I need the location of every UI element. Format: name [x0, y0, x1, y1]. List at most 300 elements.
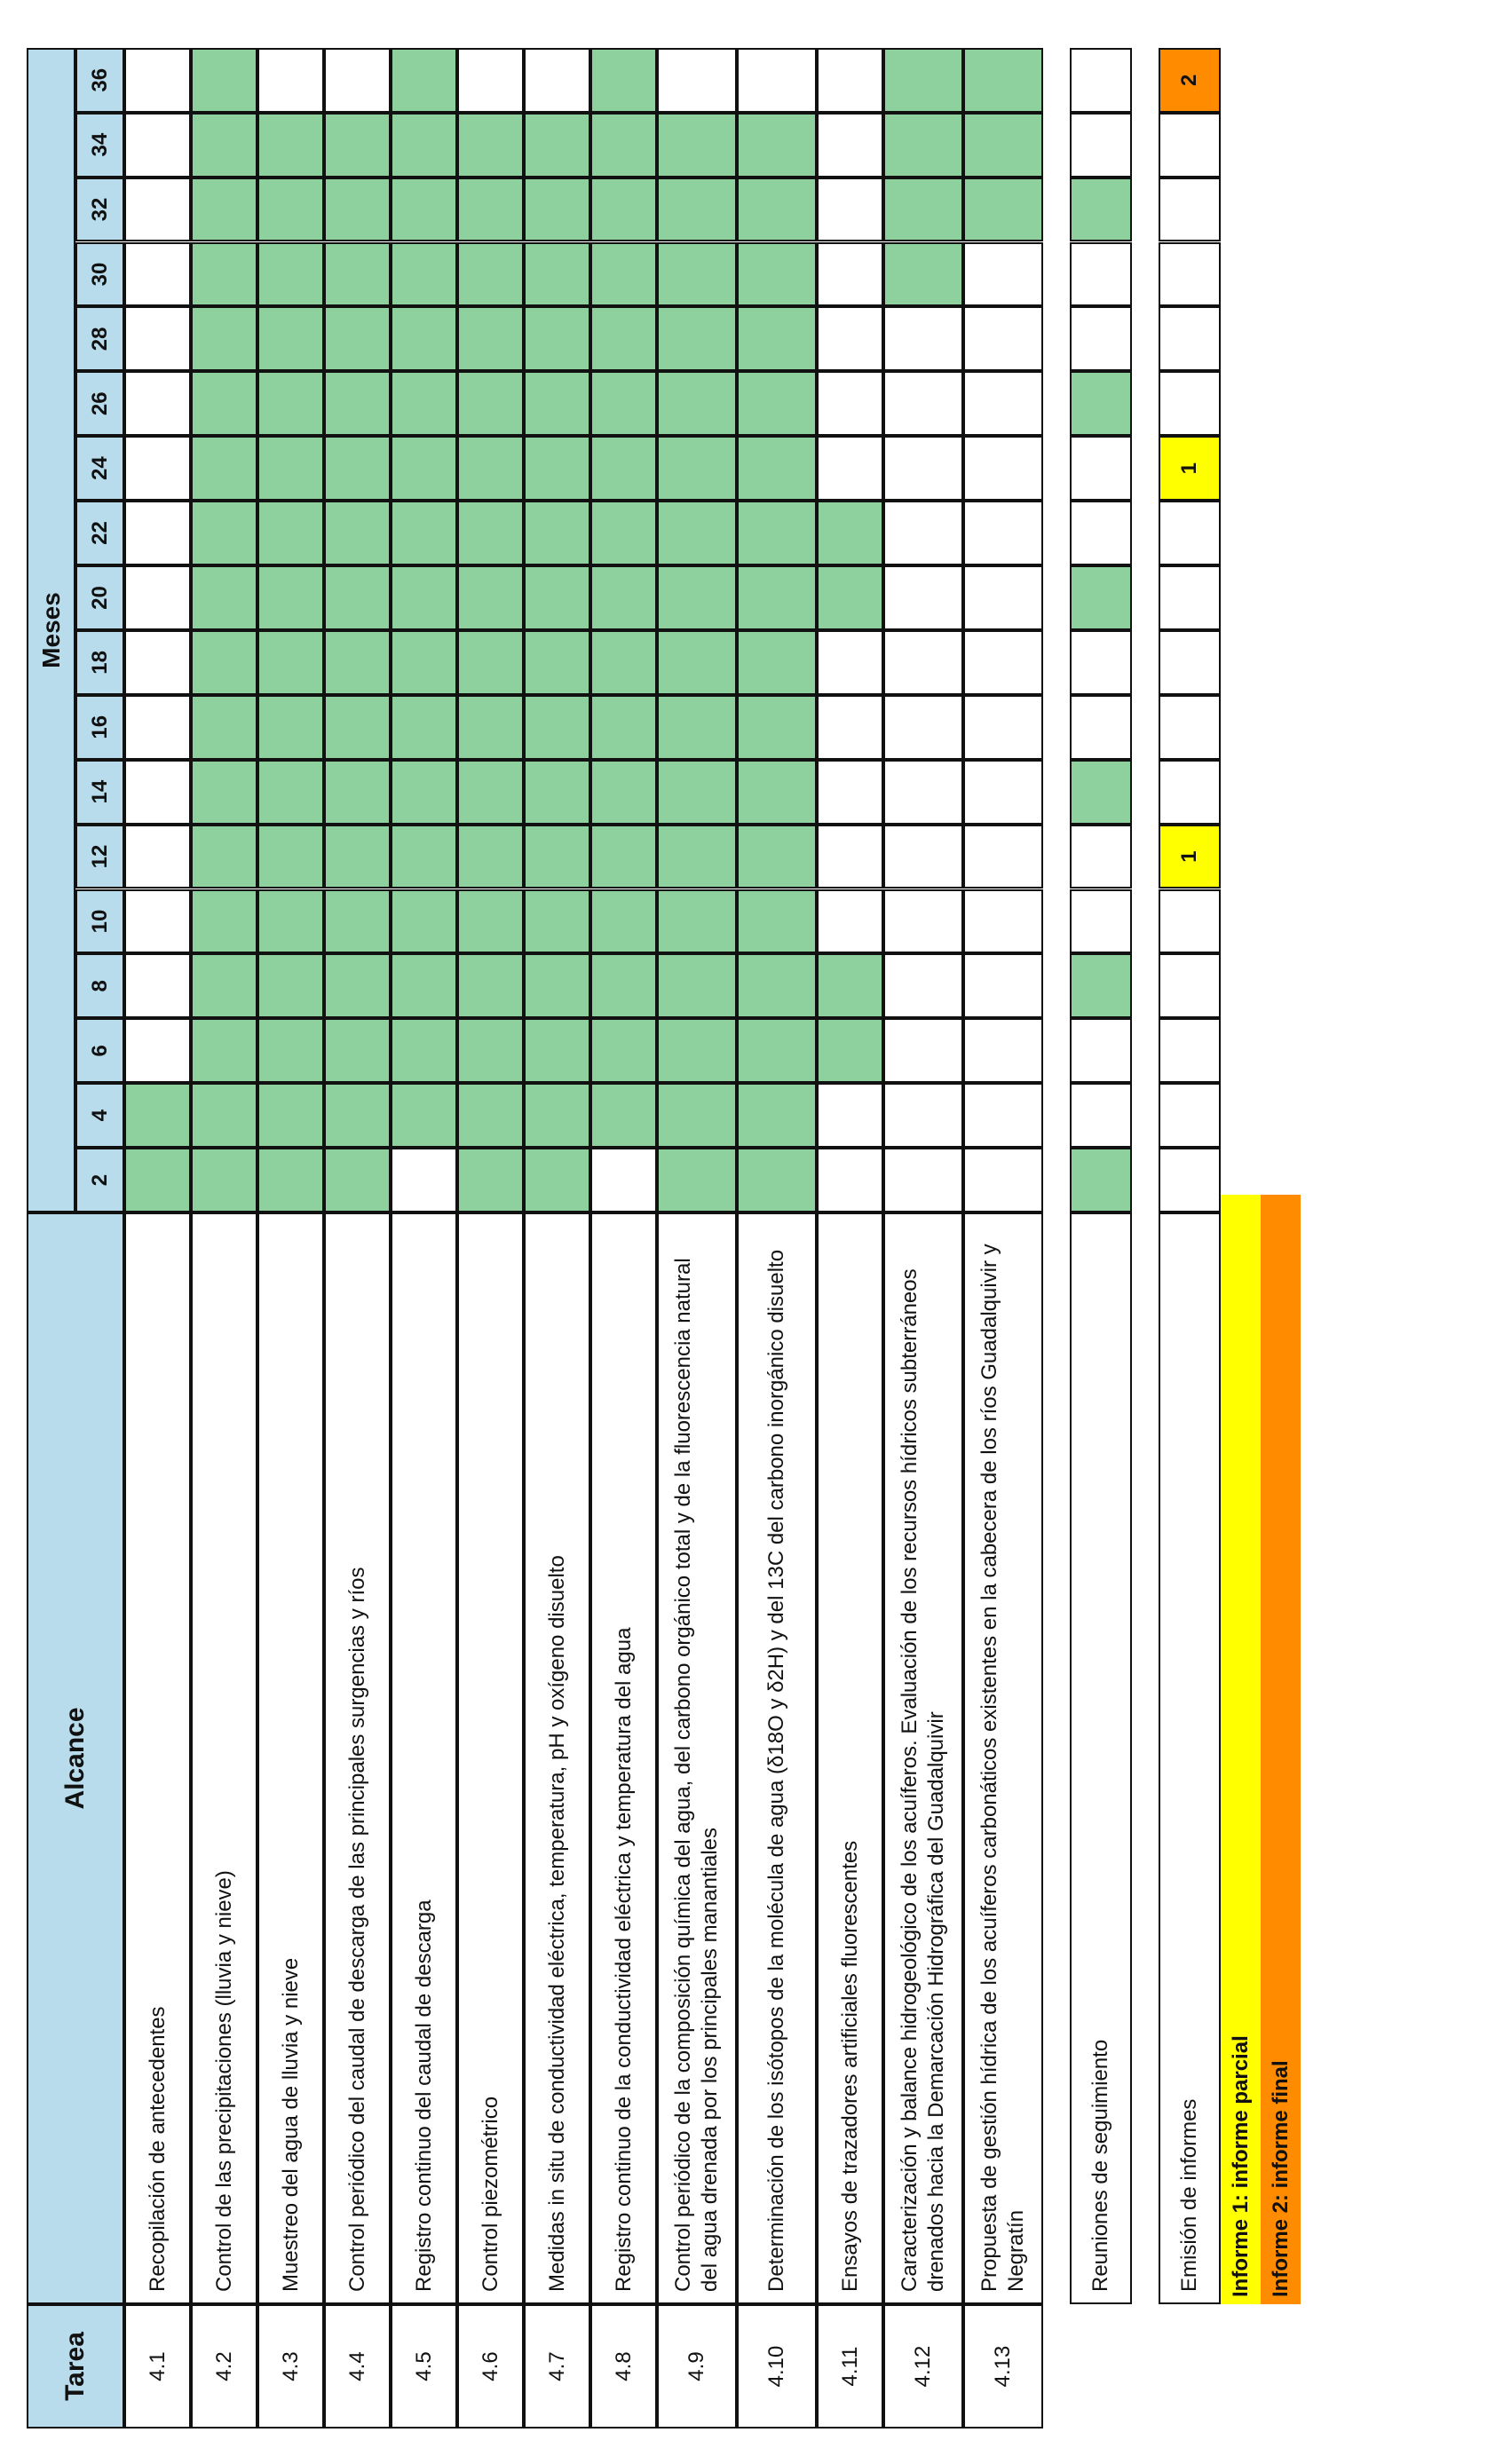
grid-cell	[391, 953, 457, 1018]
activity-bar	[193, 438, 256, 499]
grid-cell	[457, 306, 524, 371]
grid-cell	[124, 1083, 191, 1148]
grid-cell	[457, 48, 524, 113]
task-id: 4.10	[737, 2304, 817, 2428]
grid-cell	[124, 48, 191, 113]
grid-cell	[324, 630, 391, 695]
grid-cell	[657, 1148, 737, 1212]
grid-cell	[257, 306, 324, 371]
grid-cell	[1070, 565, 1132, 630]
grid-cell	[324, 436, 391, 501]
task-id: 4.13	[963, 2304, 1043, 2428]
grid-cell	[817, 565, 883, 630]
grid-cell	[324, 371, 391, 436]
grid-cell	[1159, 1083, 1221, 1148]
grid-cell	[457, 1148, 524, 1212]
grid-cell	[883, 436, 963, 501]
activity-bar	[259, 1085, 322, 1146]
activity-bar	[739, 502, 815, 564]
activity-bar	[459, 502, 522, 564]
activity-bar	[459, 697, 522, 758]
grid-cell	[590, 501, 657, 565]
activity-bar	[392, 1020, 455, 1081]
grid-cell	[191, 371, 257, 436]
grid-cell	[817, 825, 883, 889]
meeting-mark	[1072, 567, 1130, 628]
activity-bar	[193, 1020, 256, 1081]
grid-cell	[524, 242, 590, 307]
grid-cell	[524, 695, 590, 760]
task-text: Determinación de los isótopos de la molécula de agua (δ18O y δ2H) y del 13C del carbono inorgánico disuelto	[737, 1212, 817, 2304]
activity-bar	[526, 179, 589, 241]
grid-cell	[257, 178, 324, 242]
informes-text: Emisión de informes	[1159, 1212, 1221, 2304]
task-id: 4.9	[657, 2304, 737, 2428]
activity-bar	[193, 697, 256, 758]
grid-cell	[1070, 242, 1132, 307]
task-id: 4.1	[124, 2304, 191, 2428]
grid-cell	[324, 306, 391, 371]
grid-cell	[657, 501, 737, 565]
grid-cell	[737, 501, 817, 565]
activity-bar	[526, 955, 589, 1016]
activity-bar	[659, 1149, 735, 1211]
activity-bar	[193, 115, 256, 176]
grid-cell	[124, 306, 191, 371]
activity-bar	[459, 1149, 522, 1211]
grid-cell	[590, 436, 657, 501]
task-id: 4.6	[457, 2304, 524, 2428]
grid-cell	[737, 889, 817, 954]
grid-cell	[324, 760, 391, 825]
grid-cell	[191, 178, 257, 242]
grid-cell	[963, 695, 1043, 760]
grid-cell	[257, 113, 324, 178]
activity-bar	[193, 373, 256, 434]
grid-cell	[883, 1148, 963, 1212]
grid-cell	[1159, 178, 1221, 242]
task-text: Muestreo del agua de lluvia y nieve	[257, 1212, 324, 2304]
grid-cell	[590, 889, 657, 954]
activity-bar	[965, 115, 1041, 176]
activity-bar	[392, 891, 455, 952]
activity-bar	[526, 244, 589, 305]
grid-cell	[257, 953, 324, 1018]
grid-cell	[457, 630, 524, 695]
grid-cell	[457, 501, 524, 565]
grid-cell	[883, 695, 963, 760]
grid-cell	[391, 48, 457, 113]
activity-bar	[592, 826, 655, 888]
month-header: 16	[75, 695, 124, 760]
grid-cell	[524, 501, 590, 565]
activity-bar	[259, 308, 322, 369]
activity-bar	[392, 1085, 455, 1146]
grid-cell	[524, 565, 590, 630]
activity-bar	[392, 567, 455, 628]
grid-cell	[324, 1148, 391, 1212]
activity-bar	[326, 1020, 389, 1081]
grid-cell	[391, 889, 457, 954]
grid-cell	[324, 113, 391, 178]
grid-cell	[1070, 630, 1132, 695]
grid-cell	[817, 760, 883, 825]
grid-cell	[1159, 630, 1221, 695]
grid-cell	[391, 1018, 457, 1083]
activity-bar	[739, 762, 815, 823]
grid-cell	[657, 565, 737, 630]
activity-bar	[459, 244, 522, 305]
grid-cell	[657, 1083, 737, 1148]
activity-bar	[259, 502, 322, 564]
grid-cell	[257, 48, 324, 113]
grid-cell	[457, 242, 524, 307]
activity-bar	[459, 438, 522, 499]
grid-cell	[257, 436, 324, 501]
activity-bar	[526, 115, 589, 176]
activity-bar	[326, 373, 389, 434]
grid-cell	[391, 760, 457, 825]
grid-cell	[657, 695, 737, 760]
grid-cell	[124, 825, 191, 889]
meses-label: Meses	[36, 592, 65, 668]
activity-bar	[592, 632, 655, 693]
grid-cell	[524, 48, 590, 113]
activity-bar	[193, 179, 256, 241]
grid-cell	[191, 1083, 257, 1148]
activity-bar	[739, 308, 815, 369]
grid-cell	[737, 953, 817, 1018]
activity-bar	[739, 1085, 815, 1146]
activity-bar	[659, 179, 735, 241]
grid-cell	[657, 630, 737, 695]
activity-bar	[459, 567, 522, 628]
grid-cell	[590, 1148, 657, 1212]
grid-cell	[883, 565, 963, 630]
task-text: Propuesta de gestión hídrica de los acuíferos carbonáticos existentes en la cabecera de los ríos Guadalquivir y Negratín	[963, 1212, 1043, 2304]
reuniones-text: Reuniones de seguimiento	[1070, 1212, 1132, 2304]
grid-cell	[124, 1018, 191, 1083]
grid-cell	[257, 565, 324, 630]
activity-bar	[885, 115, 961, 176]
activity-bar	[592, 697, 655, 758]
grid-cell	[883, 825, 963, 889]
activity-bar	[326, 115, 389, 176]
task-id: 4.5	[391, 2304, 457, 2428]
grid-cell	[1070, 825, 1132, 889]
grid-cell	[737, 565, 817, 630]
grid-cell	[963, 1083, 1043, 1148]
grid-cell	[191, 760, 257, 825]
activity-bar	[659, 826, 735, 888]
activity-bar	[326, 762, 389, 823]
task-text: Caracterización y balance hidrogeológico de los acuíferos. Evaluación de los recursos hídricos subterráneos drenados hacia la Demarcación Hidrográfica del Guadalquivir	[883, 1212, 963, 2304]
activity-bar	[659, 1085, 735, 1146]
month-header: 28	[75, 306, 124, 371]
grid-cell	[257, 630, 324, 695]
grid-cell	[657, 825, 737, 889]
grid-cell	[817, 889, 883, 954]
activity-bar	[592, 438, 655, 499]
activity-bar	[659, 955, 735, 1016]
header-meses	[27, 48, 75, 1212]
grid-cell	[1159, 1018, 1221, 1083]
activity-bar	[392, 50, 455, 111]
grid-cell	[191, 953, 257, 1018]
grid-cell	[391, 565, 457, 630]
grid-cell	[1070, 953, 1132, 1018]
activity-bar	[526, 1085, 589, 1146]
grid-cell	[963, 565, 1043, 630]
grid-cell	[124, 501, 191, 565]
grid-cell	[590, 306, 657, 371]
activity-bar	[326, 308, 389, 369]
grid-cell	[324, 565, 391, 630]
activity-bar	[526, 826, 589, 888]
grid-cell	[191, 242, 257, 307]
grid-cell	[391, 1148, 457, 1212]
activity-bar	[459, 179, 522, 241]
activity-bar	[659, 567, 735, 628]
grid-cell	[524, 1148, 590, 1212]
activity-bar	[193, 826, 256, 888]
grid-cell	[324, 695, 391, 760]
grid-cell	[657, 306, 737, 371]
activity-bar	[739, 244, 815, 305]
activity-bar	[526, 762, 589, 823]
activity-bar	[259, 567, 322, 628]
activity-bar	[126, 1149, 189, 1211]
activity-bar	[592, 179, 655, 241]
activity-bar	[459, 308, 522, 369]
activity-bar	[459, 115, 522, 176]
grid-cell	[391, 695, 457, 760]
grid-cell	[883, 1018, 963, 1083]
activity-bar	[526, 502, 589, 564]
activity-bar	[819, 502, 882, 564]
grid-cell	[657, 371, 737, 436]
task-text: Control de las precipitaciones (lluvia y nieve)	[191, 1212, 257, 2304]
grid-cell	[524, 760, 590, 825]
grid-cell	[391, 371, 457, 436]
grid-cell	[457, 565, 524, 630]
grid-cell	[657, 889, 737, 954]
activity-bar	[819, 1020, 882, 1081]
activity-bar	[659, 308, 735, 369]
activity-bar	[259, 244, 322, 305]
grid-cell	[657, 178, 737, 242]
grid-cell	[883, 501, 963, 565]
activity-bar	[459, 762, 522, 823]
grid-cell	[817, 178, 883, 242]
grid-cell	[391, 825, 457, 889]
activity-bar	[739, 632, 815, 693]
grid-cell	[457, 889, 524, 954]
task-text: Medidas in situ de conductividad eléctrica, temperatura, pH y oxígeno disuelto	[524, 1212, 590, 2304]
grid-cell	[457, 760, 524, 825]
month-header: 24	[75, 436, 124, 501]
grid-cell	[1070, 1018, 1132, 1083]
activity-bar	[392, 438, 455, 499]
grid-cell	[524, 1083, 590, 1148]
meeting-mark	[1072, 1149, 1130, 1211]
activity-bar	[659, 632, 735, 693]
grid-cell	[257, 889, 324, 954]
grid-cell	[737, 306, 817, 371]
grid-cell	[737, 178, 817, 242]
grid-cell	[1159, 565, 1221, 630]
grid-cell	[1070, 178, 1132, 242]
grid-cell	[1159, 371, 1221, 436]
activity-bar	[392, 762, 455, 823]
grid-cell	[257, 501, 324, 565]
grid-cell	[817, 1018, 883, 1083]
activity-bar	[739, 697, 815, 758]
grid-cell	[324, 242, 391, 307]
activity-bar	[193, 567, 256, 628]
grid-cell	[124, 178, 191, 242]
grid-cell	[817, 501, 883, 565]
grid-cell	[191, 501, 257, 565]
activity-bar	[193, 308, 256, 369]
grid-cell	[457, 695, 524, 760]
grid-cell	[191, 48, 257, 113]
grid-cell	[191, 1018, 257, 1083]
month-header: 8	[75, 953, 124, 1018]
activity-bar	[592, 1085, 655, 1146]
month-header: 4	[75, 1083, 124, 1148]
activity-bar	[326, 1085, 389, 1146]
activity-bar	[392, 308, 455, 369]
activity-bar	[526, 438, 589, 499]
activity-bar	[193, 502, 256, 564]
activity-bar	[259, 697, 322, 758]
grid-cell	[324, 1018, 391, 1083]
grid-cell	[1070, 48, 1132, 113]
month-header: 30	[75, 242, 124, 307]
activity-bar	[259, 373, 322, 434]
grid-cell	[457, 1018, 524, 1083]
grid-cell	[1159, 889, 1221, 954]
tarea-label: Tarea	[60, 2332, 90, 2401]
activity-bar	[885, 50, 961, 111]
legend-item: Informe 1: informe parcial	[1221, 1195, 1261, 2304]
activity-bar	[739, 438, 815, 499]
activity-bar	[392, 115, 455, 176]
task-text: Registro continuo de la conductividad eléctrica y temperatura del agua	[590, 1212, 657, 2304]
grid-cell	[191, 1148, 257, 1212]
grid-cell	[1159, 306, 1221, 371]
activity-bar	[526, 308, 589, 369]
grid-cell	[124, 436, 191, 501]
grid-cell	[737, 695, 817, 760]
grid-cell	[257, 242, 324, 307]
activity-bar	[659, 502, 735, 564]
grid-cell	[883, 1083, 963, 1148]
header-tarea	[27, 2304, 124, 2428]
activity-bar	[326, 438, 389, 499]
activity-bar	[739, 955, 815, 1016]
grid-cell	[590, 695, 657, 760]
grid-cell	[817, 306, 883, 371]
activity-bar	[739, 1149, 815, 1211]
grid-cell	[257, 1018, 324, 1083]
grid-cell	[737, 630, 817, 695]
activity-bar	[259, 115, 322, 176]
grid-cell	[524, 113, 590, 178]
activity-bar	[193, 955, 256, 1016]
activity-bar	[526, 891, 589, 952]
meeting-mark	[1072, 762, 1130, 823]
month-header: 22	[75, 501, 124, 565]
grid-cell	[1159, 242, 1221, 307]
grid-cell	[524, 1018, 590, 1083]
activity-bar	[392, 179, 455, 241]
activity-bar	[739, 1020, 815, 1081]
grid-cell	[257, 371, 324, 436]
grid-cell	[657, 760, 737, 825]
grid-cell	[124, 630, 191, 695]
grid-cell	[817, 1083, 883, 1148]
activity-bar	[739, 179, 815, 241]
activity-bar	[259, 955, 322, 1016]
grid-cell	[1070, 501, 1132, 565]
grid-cell	[883, 178, 963, 242]
task-id: 4.7	[524, 2304, 590, 2428]
activity-bar	[259, 438, 322, 499]
activity-bar	[193, 244, 256, 305]
grid-cell	[257, 1083, 324, 1148]
grid-cell	[963, 1148, 1043, 1212]
grid-cell	[257, 825, 324, 889]
month-header: 12	[75, 825, 124, 889]
grid-cell	[324, 1083, 391, 1148]
grid-cell	[124, 565, 191, 630]
grid-cell	[657, 1018, 737, 1083]
grid-cell	[590, 953, 657, 1018]
grid-cell	[191, 565, 257, 630]
grid-cell	[457, 953, 524, 1018]
activity-bar	[659, 373, 735, 434]
grid-cell	[191, 630, 257, 695]
header-alcance	[27, 1212, 124, 2304]
task-id: 4.8	[590, 2304, 657, 2428]
grid-cell	[524, 953, 590, 1018]
grid-cell	[524, 371, 590, 436]
activity-bar	[459, 632, 522, 693]
grid-cell	[1159, 953, 1221, 1018]
grid-cell	[590, 825, 657, 889]
grid-cell	[257, 760, 324, 825]
grid-cell	[590, 630, 657, 695]
activity-bar	[193, 50, 256, 111]
activity-bar	[592, 1020, 655, 1081]
activity-bar	[592, 50, 655, 111]
grid-cell	[590, 1018, 657, 1083]
grid-cell	[191, 113, 257, 178]
grid-cell	[963, 371, 1043, 436]
grid-cell	[391, 242, 457, 307]
activity-bar	[326, 179, 389, 241]
grid-cell	[1159, 501, 1221, 565]
grid-cell	[124, 695, 191, 760]
grid-cell	[817, 371, 883, 436]
grid-cell	[963, 306, 1043, 371]
grid-cell	[257, 1148, 324, 1212]
report-mark: 1	[1159, 825, 1221, 889]
meeting-mark	[1072, 179, 1130, 241]
grid-cell	[324, 501, 391, 565]
